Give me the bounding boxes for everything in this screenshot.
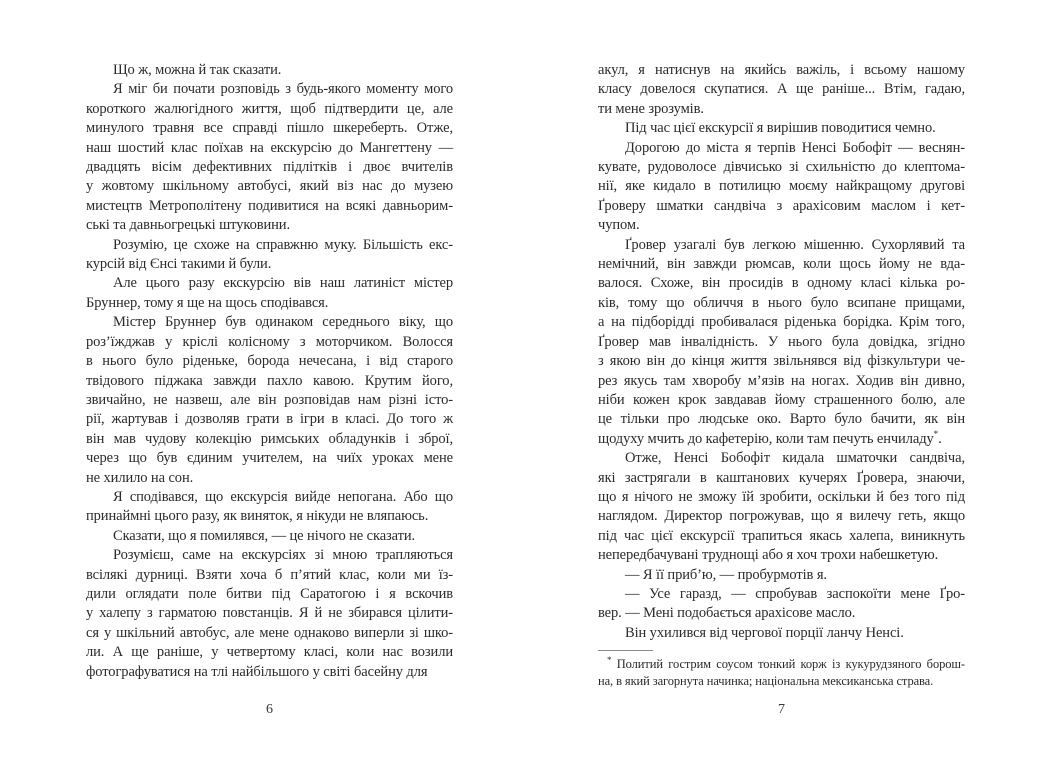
- paragraph: [86, 236, 453, 275]
- paragraph: [598, 119, 965, 138]
- text-line: кувате, рудоволосе дівчисько зі схильністю до клептома-: [598, 159, 965, 176]
- footnote-rule: [598, 650, 653, 651]
- text-line: ся у шкільний автобус, але мене однаково виперли зі шко-: [86, 624, 453, 641]
- text-line: Під час цієї екскурсії я вирішив поводитися чемно.: [625, 120, 936, 137]
- paragraph: [86, 80, 453, 235]
- text-line: з якою він до кінця життя звільнявся від фізкультури че-: [598, 353, 965, 370]
- text-line: наглядом. Директор погрожував, що я вилечу геть, якщо: [598, 508, 965, 525]
- text-line: короткого жалюгідного життя, щоб підтвердити це, але: [86, 100, 453, 117]
- text-line: що я нічого не зможу їй зробити, оскільки й без того під: [598, 488, 965, 505]
- text-line: валося. Схоже, він просидів в одному класі кілька ро-: [598, 275, 965, 292]
- text-line: а на підборідді пробивалася ріденька борідка. Крім того,: [598, 314, 965, 331]
- right-page-text: [598, 61, 965, 643]
- text-line: всілякі дурниці. Взяти хоча б п’ятий клас, коли ми їз-: [86, 566, 453, 583]
- text-line: ли. А ще раніше, у четвертому класі, коли нас возили: [86, 644, 453, 661]
- text-line: це тільки про людське око. Варто було бачити, як він: [598, 411, 965, 428]
- text-line: вер. — Мені подобається арахісове масло.: [598, 605, 856, 622]
- text-line: Дорогою до міста я терпів Ненсі Бобофіт — веснян-: [625, 139, 965, 156]
- text-line: які застрягали в каштанових кучерях Ґровера, знаючи,: [598, 469, 965, 486]
- text-line: — Усе гаразд, — спробував заспокоїти мене Ґро-: [625, 585, 965, 602]
- left-page-text-block: [86, 61, 453, 682]
- text-line: Містер Бруннер був одинаком середнього віку, що: [113, 314, 453, 331]
- text-line: фотографуватися на тлі найбільшого у світі басейну для: [86, 663, 428, 680]
- text-line: рії, жартував і дозволяв грати в ігри в класі. До того ж: [86, 411, 453, 428]
- paragraph: [86, 546, 453, 682]
- footnote-text: Политий гострим соусом тонкий корж із кукурудзяного борош-: [616, 657, 965, 672]
- paragraph: [598, 449, 965, 565]
- text-line: принаймні цього разу, як виняток, я нікуди не вляпаюсь.: [86, 508, 429, 525]
- text-line: дили оглядати поле битви під Саратогою і я вскочив: [86, 585, 453, 602]
- paragraph: [598, 566, 965, 585]
- text-line: мистецтв Метрополітену подивитися на всякі давньорим-: [86, 197, 453, 214]
- paragraph: [86, 61, 453, 80]
- text-line: звичайно, не назвеш, але він розповідав нам різні істо-: [86, 391, 453, 408]
- footnote-line: на, в який загорнута начинка; національна мексиканська страва.: [598, 673, 934, 688]
- text-line: Ґровер узагалі був легкою мішенню. Сухорлявий та: [625, 236, 965, 253]
- text-line: — Я її приб’ю, — пробурмотів я.: [625, 566, 827, 583]
- text-line: через що був єдиним учителем, на чиїх уроках мене: [86, 450, 453, 467]
- left-page-number: 6: [266, 702, 273, 717]
- text-line: Бруннер, тому я ще на щось сподівався.: [86, 294, 329, 311]
- paragraph: [598, 236, 965, 449]
- text-line: ніби кожен крок завдавав йому страшенного болю, але: [598, 391, 965, 408]
- paragraph: [86, 488, 453, 527]
- text-line: ти мене зрозумів.: [598, 100, 704, 117]
- text-line: не хилило на сон.: [86, 469, 194, 486]
- paragraph: [598, 624, 965, 643]
- text-line: твідового піджака завжди пахло кавою. Крутим його,: [86, 372, 453, 389]
- text-line: Але цього разу екскурсію вів наш латиніст містер: [113, 275, 453, 292]
- text-line: чупом.: [598, 217, 640, 234]
- text-line: ські та давньогрецькі штуковини.: [86, 217, 290, 234]
- text-line: акул, я натиснув на якийсь важіль, і всьому нашому: [598, 62, 965, 78]
- text-line: він мав чудову колекцію римських обладунків і зброї,: [86, 430, 453, 447]
- page-right: [525, 0, 1050, 760]
- text-line: ків, тому що обличчя в нього було всипане прищами,: [598, 294, 965, 311]
- text-line: під час цієї екскурсії трапиться якась халепа, виникнуть: [598, 527, 965, 544]
- footnote-reference-asterisk: *: [933, 428, 939, 439]
- text-line: курсій від Єнсі такими й були.: [86, 256, 272, 273]
- text-line: Що ж, можна й так сказати.: [113, 62, 282, 78]
- text-line: непередбачувані труднощі або я хоч трохи набешкетую.: [598, 547, 939, 564]
- left-page-text: [86, 61, 453, 682]
- text-line: минулого травня все справді пішло шкереберть. Отже,: [86, 120, 453, 137]
- text-line: двадцять вісім дефективних підлітків і двоє вчителів: [86, 159, 453, 176]
- text-line: роз’їжджав у кріслі колісному з моторчиком. Волосся: [86, 333, 453, 350]
- text-line: Ґроверу шматки сандвіча з арахісовим маслом і кет-: [598, 197, 965, 214]
- paragraph: [86, 527, 453, 546]
- text-line: у жовтому шкільному автобусі, який віз нас до музею: [86, 178, 453, 195]
- text-line: класу довелося скупатися. А ще раніше... Втім, гадаю,: [598, 81, 965, 98]
- right-page-text-block: [598, 61, 965, 690]
- paragraph: [598, 61, 965, 119]
- text-line: немічний, він завжди рюмсав, коли щось йому не вда-: [598, 256, 965, 273]
- text-line: Розумію, це схоже на справжню муку. Більшість екс-: [113, 236, 453, 253]
- text-line: Я міг би почати розповідь з будь-якого моменту мого: [113, 81, 453, 98]
- text-line: в нього було ріденьке, борода нечесана, і від старого: [86, 353, 453, 370]
- text-line: Я сподівався, що екскурсія вийде непогана. Або що: [113, 488, 453, 505]
- text-line: Сказати, що я помилявся, — це нічого не сказати.: [113, 527, 416, 544]
- text-line: Отже, Ненсі Бобофіт кидала шматочки сандвіча,: [625, 450, 965, 467]
- footnote-line: [598, 656, 965, 673]
- text-line: Ґровер мав інвалідність. У нього була довідка, згідно: [598, 333, 965, 350]
- text-line: Він ухилився від чергової порції ланчу Ненсі.: [625, 624, 904, 641]
- text-line: Розумієш, саме на екскурсіях зі мною трапляються: [113, 547, 453, 564]
- text-line: у халепу з гарматою повстанців. Я й не збирався цілити-: [86, 605, 453, 622]
- paragraph: [598, 139, 965, 236]
- right-page-number: 7: [778, 702, 785, 717]
- text-line: нії, яке кидало в потилицю моєму найкращому другові: [598, 178, 965, 195]
- footnote-marker: *: [607, 655, 612, 666]
- text-line: щодуху мчить до кафетерію, коли там печуть енчиладу*.: [598, 428, 942, 447]
- paragraph: [86, 274, 453, 313]
- paragraph: [86, 313, 453, 488]
- paragraph: [598, 585, 965, 624]
- text-line: наш шостий клас поїхав на екскурсію до Мангеттену —: [86, 139, 453, 156]
- footnote: [598, 650, 965, 690]
- text-line: рез якусь там хворобу м’язів на ногах. Ходив він дивно,: [598, 372, 965, 389]
